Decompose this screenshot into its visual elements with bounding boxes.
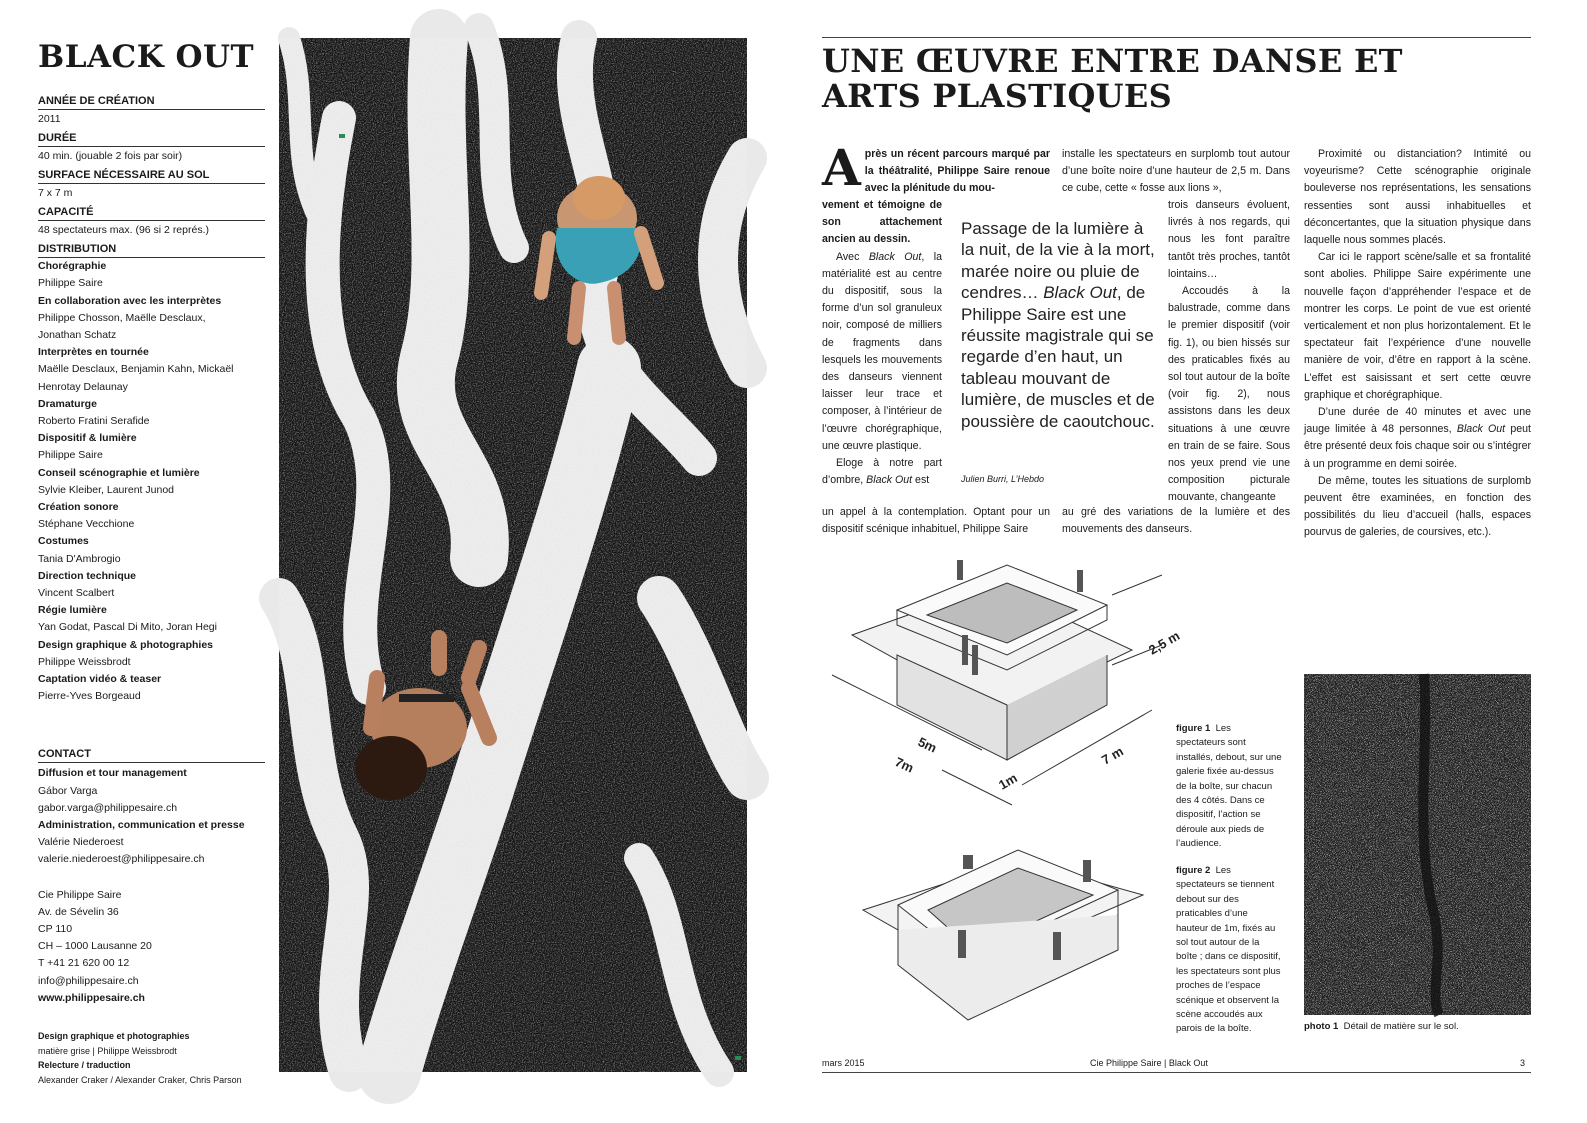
fact-sheet [38,94,265,258]
article-headline [822,44,1522,114]
credit-role: Interprètes en tournée [38,346,149,359]
article-paragraph: installe les spectateurs en surplomb tout autour d’une boîte noire d’une hauteur de 2,5 m. Dans ce cube, cette « fosse aux lions », [1062,148,1290,195]
credit-name: Vincent Scalbert [38,586,115,599]
dance-floor-photo [279,38,747,1072]
texture-photo [1304,674,1531,1015]
article-paragraph: De même, toutes les situations de surplomb peuvent être examinées, en fonction des possibilités du lieu d’accueil (halls, espaces pourvus de galeries, de coursives, etc.). [1304,474,1531,539]
credit-role: En collaboration avec les interprètes [38,294,222,307]
fact-label: ANNÉE DE CRÉATION [38,94,265,110]
credit-name: Tania D'Ambrogio [38,552,121,565]
credits-label: Relecture / traduction [38,1060,131,1071]
contact-role: Diffusion et tour management [38,767,187,780]
distribution-list [38,258,265,705]
fact-value: 7 x 7 m [38,187,73,200]
credits-label: Design graphique et photographies [38,1031,190,1042]
publication-credits [38,1029,265,1087]
article-column-2-bottom [1062,504,1290,538]
credit-name: Jonathan Schatz [38,328,117,341]
fig1-height-label: 2,5 m [1146,627,1183,658]
contact-name: Gábor Varga [38,784,98,797]
address-line: Cie Philippe Saire [38,888,122,901]
credits-value: Alexander Craker / Alexander Craker, Chris Parson [38,1074,242,1085]
article-paragraph: Avec Black Out, la matérialité est au centre du dispositif, sous la forme d’un sol granuleux noir, composé de milliers de fragments dans lesquels les mouvements des danseurs viennent laisser leur trace et composer, à l’intérieur de l’œuvre chorégraphique, une œuvre plastique. [822,250,942,452]
fact-label: SURFACE NÉCESSAIRE AU SOL [38,168,265,184]
article-paragraph: Car ici le rapport scène/salle et sa frontalité sont abolies. Philippe Saire expérimente une nouvelle façon d’appréhender l’espace et de montrer les corps. Le point de vue est orienté verticalement et non plus horizontalement. Et le spectateur fait l’expérience d’une nouvelle manière de voir, d’être en rapport à la scène. L’effet est saisissant et sert cette œuvre graphique et chorégraphique. [1304,251,1531,401]
credit-role: Direction technique [38,569,137,582]
credit-name: Yan Godat, Pascal Di Mito, Joran Hegi [38,621,217,634]
credit-name: Henrotay Delaunay [38,380,128,393]
credit-role: Costumes [38,535,89,548]
fact-value: 48 spectateurs max. (96 si 2 représ.) [38,224,209,237]
credit-role: Captation vidéo & teaser [38,672,162,685]
credit-name: Maëlle Desclaux, Benjamin Kahn, Mickaël [38,363,234,376]
pull-quote: Passage de la lumière à la nuit, de la vie à la mort, marée noire ou pluie de cendres… Black Out, de Philippe Saire est une réussite magistrale qui se regarde d’en haut, un tableau mouvant de lumière, de muscles et de poussière de caoutchouc. [961,219,1155,431]
fig1-dim-label: 5m [915,734,940,756]
fact-value: 2011 [38,113,61,126]
contact-block [38,747,265,1007]
credit-role: Dispositif & lumière [38,432,137,445]
quote-source: Julien Burri, L’Hebdo [961,474,1045,484]
distribution-heading: DISTRIBUTION [38,242,265,258]
article-column-2 [1062,146,1290,198]
article-lead-continued: vement et témoigne de son attachement ancien au dessin. [822,199,942,246]
fact-label: CAPACITÉ [38,205,265,221]
credit-name: Roberto Fratini Serafide [38,414,150,427]
page-number: 3 [1520,1058,1526,1068]
address-line: CP 110 [38,923,73,935]
article-column-2-narrow [1168,197,1290,507]
credit-name: Philippe Saire [38,449,103,462]
article-lead: Après un récent parcours marqué par la théâtralité, Philippe Saire renoue avec la plénitude du mou- [822,138,1050,197]
footer-date: mars 2015 [822,1058,865,1068]
fig1-dim-label: 7m [892,754,917,776]
dance-floor-artwork [279,38,747,1072]
article-paragraph: un appel à la contemplation. Optant pour un dispositif scénique inhabituel, Philippe Saire [822,506,1050,536]
fact-label: DURÉE [38,131,265,147]
top-rule [822,37,1531,38]
credit-name: Pierre-Yves Borgeaud [38,690,141,703]
credit-role: Création sonore [38,500,119,513]
footer-title: Cie Philippe Saire | Black Out [1090,1058,1208,1068]
article-paragraph: Eloge à notre part d’ombre, Black Out est [822,457,942,487]
contact-role: Administration, communication et presse [38,818,245,831]
credit-role: Dramaturge [38,397,97,410]
figure-1-caption: figure 1 Les spectateurs sont installés, debout, sur une galerie fixée au-dessus de la boîte, sur chacun des 4 côtés. Dans ce dispositif, l’action se déroule aux pieds de l’audience. [1176,723,1282,850]
contact-email-link[interactable]: gabor.varga@philippesaire.ch [38,801,178,814]
credit-name: Philippe Chosson, Maëlle Desclaux, [38,311,206,324]
contact-name: Valérie Niederoest [38,836,124,849]
credit-name: Philippe Weissbrodt [38,655,131,668]
phone-number: T +41 21 620 00 12 [38,957,130,970]
address-line: CH – 1000 Lausanne 20 [38,940,152,953]
address-line: Av. de Sévelin 36 [38,905,119,918]
credit-role: Design graphique & photographies [38,638,214,651]
postal-address [38,887,265,1007]
article-column-1-bottom [822,504,1050,538]
credits-value: matière grise | Philippe Weissbrodt [38,1045,177,1056]
info-column [38,40,265,1087]
fig1-dim-label: 1m [996,770,1020,793]
contact-heading: CONTACT [38,747,265,763]
article-column-1-narrow [822,197,942,489]
headline-line: UNE ŒUVRE ENTRE DANSE ET [822,42,1403,80]
texture-artwork [1304,674,1531,1015]
drop-cap: A [822,138,861,197]
headline-line: ARTS PLASTIQUES [822,77,1172,115]
contact-email-link[interactable]: valerie.niederoest@philippesaire.ch [38,853,205,866]
credit-name: Stéphane Vecchione [38,518,135,531]
footer-rule [822,1072,1531,1073]
credit-role: Chorégraphie [38,260,107,273]
figure-2-diagram [858,840,1148,1040]
photo-1-caption: photo 1 Détail de matière sur le sol. [1304,1021,1459,1032]
figure-1-diagram [822,555,1183,805]
credit-name: Sylvie Kleiber, Laurent Junod [38,483,175,496]
article-column-3 [1304,146,1531,542]
credit-role: Régie lumière [38,604,107,617]
credit-role: Conseil scénographie et lumière [38,466,200,479]
fact-value: 40 min. (jouable 2 fois par soir) [38,150,183,163]
article-paragraph: Proximité ou distanciation? Intimité ou voyeurisme? Cette scénographie originale bouleverse nos représentations, les sensations ressenties sont aussi inhabituelles et déconcertantes, que la situation physique dans laquelle nous sommes placés. [1304,148,1531,247]
article-paragraph: au gré des variations de la lumière et des mouvements des danseurs. [1062,506,1290,536]
figure-2-caption: figure 2 Les spectateurs se tiennent debout sur des praticables d’une hauteur de 1m, fixés au sol tout autour de la boîte ; dans ce dispositif, les spectateurs sont plus proches de l’espace scénique et observent la scène accoudés aux parois de la boîte. [1176,865,1281,1035]
info-email-link[interactable]: info@philippesaire.ch [38,974,139,987]
website-link[interactable]: www.philippesaire.ch [38,991,145,1004]
article-paragraph: D’une durée de 40 minutes et avec une jauge limitée à 48 personnes, Black Out peut être présenté deux fois chaque soir ou s’intégrer à un programme en demi soirée. [1304,406,1531,470]
article-paragraph: trois danseurs évoluent, livrés à nos regards, qui nous les font paraître tantôt très proches, tantôt lointains… [1168,199,1290,280]
show-title: BLACK OUT [38,39,255,75]
fig1-dim-label: 7 m [1099,743,1126,768]
credit-name: Philippe Saire [38,277,103,290]
article-paragraph: Accoudés à la balustrade, comme dans le premier dispositif (voir fig. 1), ou bien hissés sur des praticables fixés au sol tout autour de la boîte (voir fig. 2), nous assistons dans les deux situations à une œuvre en train de se faire. Sous nos yeux prend vie une composition picturale mouvante, changeante [1168,285,1290,504]
article-column-1 [822,138,1050,198]
